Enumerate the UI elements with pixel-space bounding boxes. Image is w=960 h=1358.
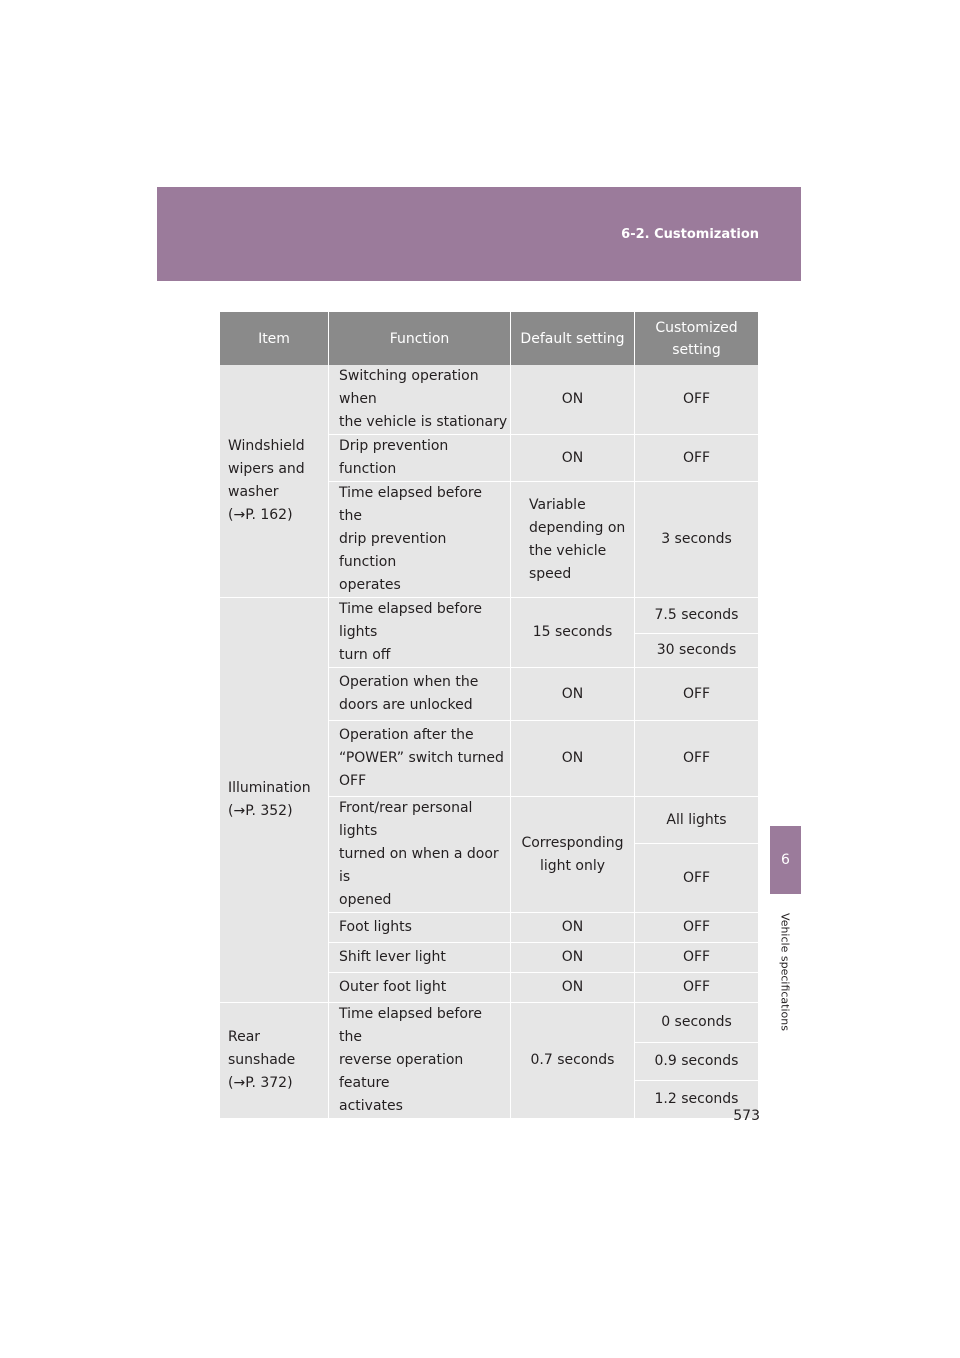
default-cell: 0.7 seconds	[511, 1003, 635, 1119]
item-cell: Illumination (→P. 352)	[220, 598, 329, 1003]
default-cell: 15 seconds	[511, 598, 635, 668]
custom-cell: OFF	[635, 943, 758, 973]
item-cell: Rear sunshade (→P. 372)	[220, 1003, 329, 1119]
function-cell: Time elapsed before the reverse operation feature activates	[329, 1003, 511, 1119]
function-cell: Time elapsed before lights turn off	[329, 598, 511, 668]
header-customized-setting: Customized setting	[635, 312, 758, 365]
header-function: Function	[329, 312, 511, 365]
section-title: 6-2. Customization	[621, 227, 759, 242]
chapter-number: 6	[781, 852, 790, 868]
table-row	[220, 365, 758, 435]
chapter-label: Vehicle specifications	[778, 913, 792, 1031]
table-row	[220, 1003, 758, 1043]
custom-cell: OFF	[635, 721, 758, 797]
default-cell: ON	[511, 913, 635, 943]
table-row	[220, 598, 758, 634]
function-cell: Foot lights	[329, 913, 511, 943]
page-number: 573	[733, 1108, 760, 1124]
table-header-row	[220, 312, 758, 365]
function-cell: Drip prevention function	[329, 435, 511, 482]
default-cell: ON	[511, 435, 635, 482]
custom-cell: OFF	[635, 844, 758, 913]
function-cell: Switching operation when the vehicle is stationary	[329, 365, 511, 435]
custom-cell: OFF	[635, 365, 758, 435]
custom-cell: OFF	[635, 668, 758, 721]
default-cell: Variable depending on the vehicle speed	[511, 482, 635, 598]
custom-cell: 0.9 seconds	[635, 1043, 758, 1081]
customization-table	[220, 312, 758, 1119]
custom-cell: 7.5 seconds	[635, 598, 758, 634]
header-default-setting: Default setting	[511, 312, 635, 365]
custom-cell: 30 seconds	[635, 634, 758, 668]
function-cell: Operation when the doors are unlocked	[329, 668, 511, 721]
default-cell: ON	[511, 668, 635, 721]
custom-cell: All lights	[635, 797, 758, 844]
header-band	[157, 187, 801, 281]
default-cell: ON	[511, 943, 635, 973]
default-cell: Corresponding light only	[511, 797, 635, 913]
function-cell: Shift lever light	[329, 943, 511, 973]
custom-cell: OFF	[635, 913, 758, 943]
function-cell: Outer foot light	[329, 973, 511, 1003]
custom-cell: OFF	[635, 973, 758, 1003]
custom-cell: 3 seconds	[635, 482, 758, 598]
item-cell: Windshield wipers and washer (→P. 162)	[220, 365, 329, 598]
custom-cell: 0 seconds	[635, 1003, 758, 1043]
function-cell: Time elapsed before the drip prevention function operates	[329, 482, 511, 598]
chapter-tab	[770, 826, 801, 894]
default-cell: ON	[511, 721, 635, 797]
function-cell: Operation after the “POWER” switch turned OFF	[329, 721, 511, 797]
custom-cell: OFF	[635, 435, 758, 482]
default-cell: ON	[511, 365, 635, 435]
function-cell: Front/rear personal lights turned on when a door is opened	[329, 797, 511, 913]
header-item: Item	[220, 312, 329, 365]
custom-cell: 1.2 seconds	[635, 1081, 758, 1119]
default-cell: ON	[511, 973, 635, 1003]
